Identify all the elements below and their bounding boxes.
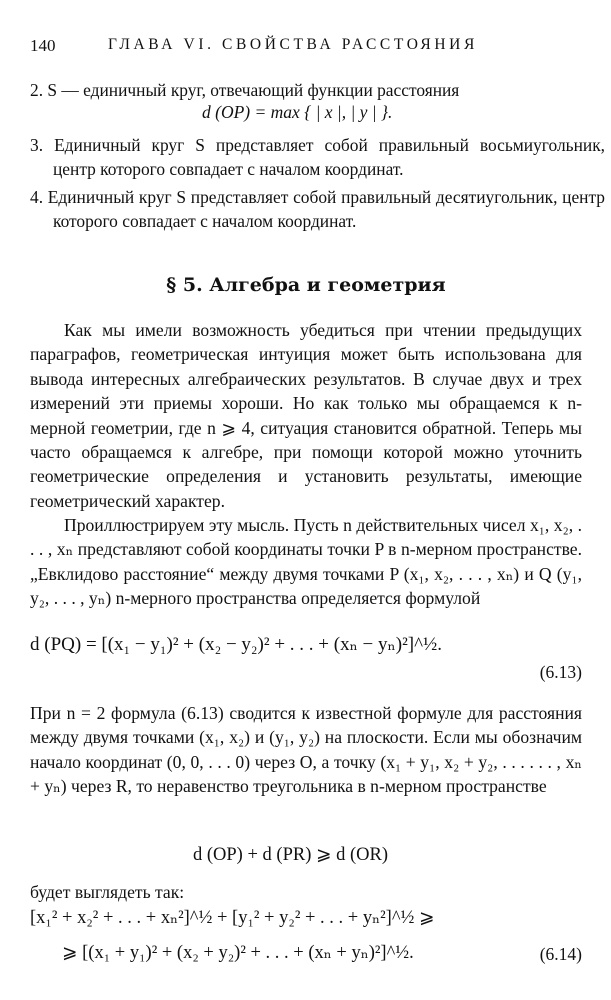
exercise-text: Единичный круг S представляет собой правильный восьмиугольник, центр которого совпадает с началом координат. — [53, 135, 605, 179]
equation-6-13-label: (6.13) — [539, 662, 582, 682]
exercise-text: Единичный круг S представляет собой правильный десятиугольник, центр которого совпадает с началом координат. — [47, 187, 605, 231]
exercise-number: 4. — [30, 187, 44, 207]
equation-6-14-label: (6.14) — [539, 944, 582, 964]
exercise-number: 2. — [30, 80, 44, 100]
equation-triangle-inequality: d (OP) + d (PR) ⩾ d (OR) — [193, 845, 388, 865]
exercise-4 — [30, 185, 605, 233]
exercise-2-formula: d (OP) = max { | x |, | y | }. — [202, 102, 393, 122]
equation-6-14-line-2: ⩾ [(x₁ + y₁)² + (x₂ + y₂)² + . . . + (xₙ + yₙ)²]^½. — [62, 943, 414, 963]
exercise-text: S — единичный круг, отвечающий функции расстояния — [47, 80, 460, 100]
chapter-title: ГЛАВА VI. СВОЙСТВА РАССТОЯНИЯ — [108, 36, 478, 53]
page-number: 140 — [30, 36, 56, 55]
exercise-2 — [30, 78, 582, 102]
exercise-number: 3. — [30, 135, 44, 155]
section-title: § 5. Алгебра и геометрия — [166, 274, 446, 296]
paragraph-intro: Как мы имели возможность убедиться при чтении предыдущих параграфов, геометрическая интуиция может быть использована для вывода интересных алгебраических результатов. В случае двух и трех измерений эти приемы хороши. Но как только мы обращаемся к n-мерной геометрии, где n ⩾ 4, ситуация становится обратной. Теперь мы часто обращаемся к алгебре, при помощи которой можно уточнить геометрические определения и установить результаты, имеющие геометрический характер. — [30, 320, 582, 511]
paragraph-illustration: Проиллюстрируем эту мысль. Пусть n действительных чисел x₁, x₂, . . . , xₙ представляют собой координаты точки P в n-мерном пространстве. „Евклидово расстояние“ между двумя точками P (x₁, x₂, . . . , xₙ) и Q (y₁, y₂, . . . , yₙ) n-мерного пространства определяется формулой — [30, 515, 582, 609]
book-page — [30, 0, 605, 1000]
equation-6-14-line-1: [x₁² + x₂² + . . . + xₙ²]^½ + [y₁² + y₂² + . . . + yₙ²]^½ ⩾ — [30, 908, 435, 928]
exercise-3 — [30, 133, 605, 181]
paragraph-n-equals-2: При n = 2 формула (6.13) сводится к известной формуле для расстояния между двумя точками (x₁, x₂) и (y₁, y₂) на плоскости. Если мы обозначим начало координат (0, 0, . . . 0) через O, а точку (x₁ + y₁, x₂ + y₂, . . . . . . , xₙ + yₙ) через R, то неравенство треугольника в n-мерном пространстве — [30, 703, 582, 797]
paragraph-will-look: будет выглядеть так: — [30, 882, 185, 902]
equation-6-13: d (PQ) = [(x₁ − y₁)² + (x₂ − y₂)² + . . . + (xₙ − yₙ)²]^½. — [30, 634, 443, 655]
